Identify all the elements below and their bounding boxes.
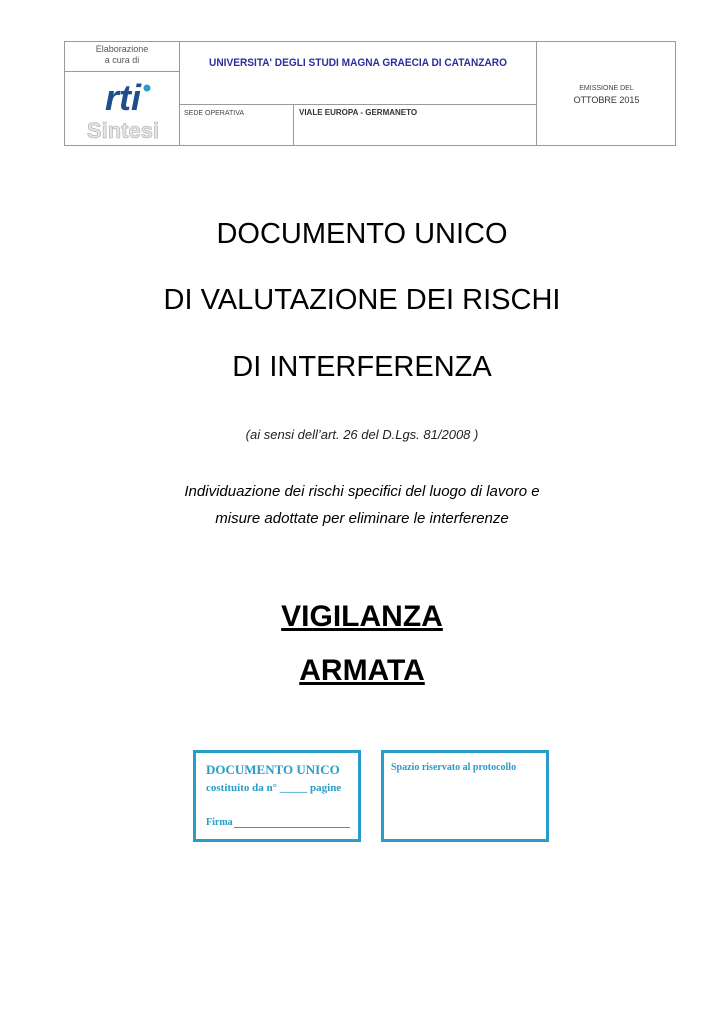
logo-mark-text: rti [105,77,141,118]
sede-label: SEDE OPERATIVA [184,110,245,117]
stamp-title: DOCUMENTO UNICO [206,762,340,777]
sede-value: VIALE EUROPA - GERMANETO [299,108,418,117]
service-title-line-1: VIGILANZA [281,600,443,633]
signature-line [234,827,350,828]
header-divider [179,42,180,145]
document-unico-stamp [193,750,361,842]
protocol-label: Spazio riservato al protocollo [391,762,517,773]
header-divider [65,71,179,72]
header-divider [179,104,536,105]
logo-name-text: Sintesi [86,118,160,143]
title-line-3: DI INTERFERENZA [232,351,492,383]
description-line-2: misure adottate per eliminare le interferenze [215,510,509,527]
description-line-1: Individuazione dei rischi specifici del luogo di lavoro e [184,483,540,500]
service-title-line-2: ARMATA [299,654,425,687]
university-name: UNIVERSITA' DEGLI STUDI MAGNA GRAECIA DI CATANZARO [209,57,507,69]
stamp-pages: costituito da n° _____ pagine [206,782,342,794]
emission-label: EMISSIONE DEL [579,85,634,92]
header-divider [293,104,294,145]
title-line-2: DI VALUTAZIONE DEI RISCHI [163,284,561,316]
stamp-signature-label: Firma [206,817,233,828]
prepared-by-text: Elaborazione a cura di [95,44,149,65]
header-divider [536,42,537,145]
logo-dot-icon [144,85,151,92]
header-table [64,41,676,146]
protocol-stamp [381,750,549,842]
company-logo [73,76,173,144]
title-line-1: DOCUMENTO UNICO [216,218,508,250]
legal-reference: (ai sensi dell’art. 26 del D.Lgs. 81/2008 ) [245,427,479,442]
emission-value: OTTOBRE 2015 [573,95,640,105]
prepared-by-label [65,44,179,66]
